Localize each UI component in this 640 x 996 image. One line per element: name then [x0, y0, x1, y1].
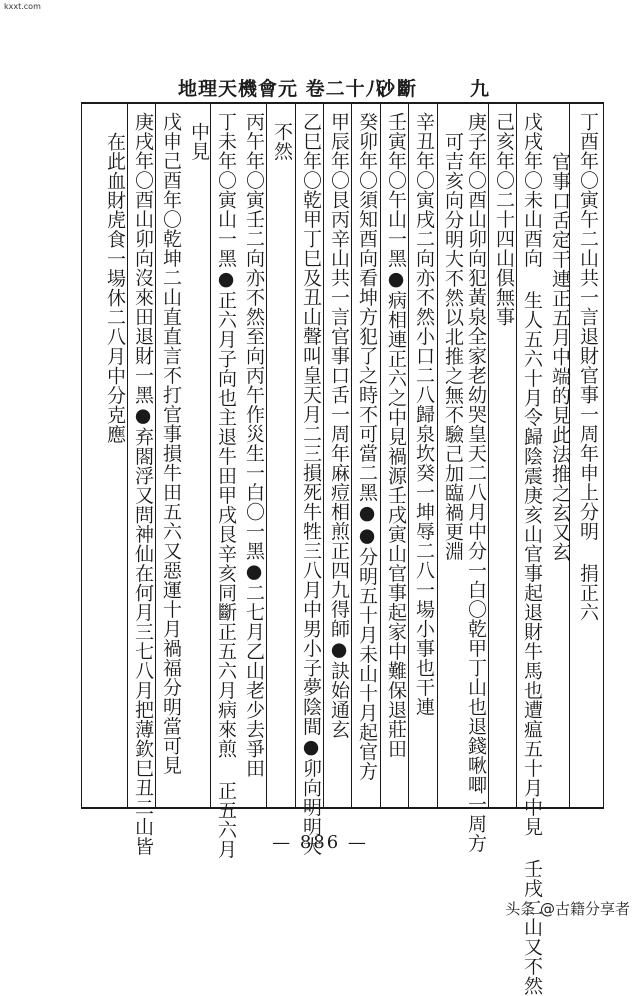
column-divider [127, 104, 128, 807]
text-column: 辛丑年〇寅戌二向亦不然小口二八歸泉坎癸一坤辱二八一場小事也干連 [413, 112, 435, 717]
text-column: 可吉亥向分明大不然以北推之無不驗己加臨禍更淵 [442, 132, 464, 561]
text-column: 戊申己酉年〇乾坤二山直直言不打官事損牛田五六又惡運十月禍福分明當可見 [160, 112, 182, 775]
column-divider [295, 104, 296, 807]
text-column: 乙巳年〇乾甲丁巳及丑山聲叫皇天月二三損死牛牲三八月中男小子夢陰間●卯向明明大 [300, 112, 322, 856]
text-column: 戊戌年〇未山酉向 生人五六十月令歸陰震庚亥山官事起退財牛馬也遭瘟五十月中見 壬戌二山又不然 [521, 112, 543, 996]
page-number: — 886 — [272, 832, 368, 853]
text-column: 壬寅年〇午山一黑●病相連正六之中見禍源壬戌寅山官事起家中難保退莊田 [385, 112, 407, 759]
text-column: 丁未年〇寅山一黑●正六月子向也主退牛田甲戌艮辛亥同斷正五六月病來煎 正五六月 [215, 112, 237, 859]
column-divider [380, 104, 381, 807]
text-column: 庚子年〇酉山卯向犯黃泉全家老幼哭皇天二八月中分一白〇乾甲丁山也退錢啾唧一周方 [465, 112, 487, 853]
column-divider [488, 104, 489, 807]
column-divider [266, 104, 267, 807]
section-title: 砂斷 [376, 78, 419, 100]
column-divider [516, 104, 517, 807]
text-column: 丙午年〇寅壬二向亦不然至向丙午作災生一白〇一黑●二七月乙山老少去爭田 [243, 112, 265, 778]
page-mark: 九 [470, 78, 490, 100]
text-column: 在此血財虎食一場休二八月中分克應 [104, 132, 126, 444]
text-column: 官事口舌定干連正五月中端的見此法推之玄又玄 [549, 152, 571, 562]
column-divider [210, 104, 211, 807]
column-divider [437, 104, 438, 807]
watermark: 头条 @古籍分享者 [505, 900, 630, 918]
text-column: 不然 [271, 122, 293, 161]
text-column: 甲辰年〇艮丙辛山共一言官事口舌一周年麻痘相煎正四九得師●訣始通玄 [328, 112, 350, 739]
text-column: 庚戌年〇酉山卯向沒來田退財一黑●弃閤浮又問神仙在何月三七八月把薄欽巳丑二山皆 [132, 112, 154, 856]
text-column: 中見 [188, 122, 210, 161]
column-divider [408, 104, 409, 807]
book-title: 地理天機會元 卷二十八 [178, 78, 386, 100]
column-divider [155, 104, 156, 807]
site-tag: kxxt.com [4, 2, 41, 11]
column-divider [323, 104, 324, 807]
text-column: 丁酉年〇寅午二山共一言退財官事一周年申上分明 捐正六 [577, 112, 599, 622]
text-column: 癸卯年〇須知酉向看坤方犯了之時不可當二黑●●分明五十月未山十月起官方 [356, 112, 378, 781]
column-divider [351, 104, 352, 807]
text-column: 己亥年〇二十四山俱無事 [493, 112, 515, 327]
